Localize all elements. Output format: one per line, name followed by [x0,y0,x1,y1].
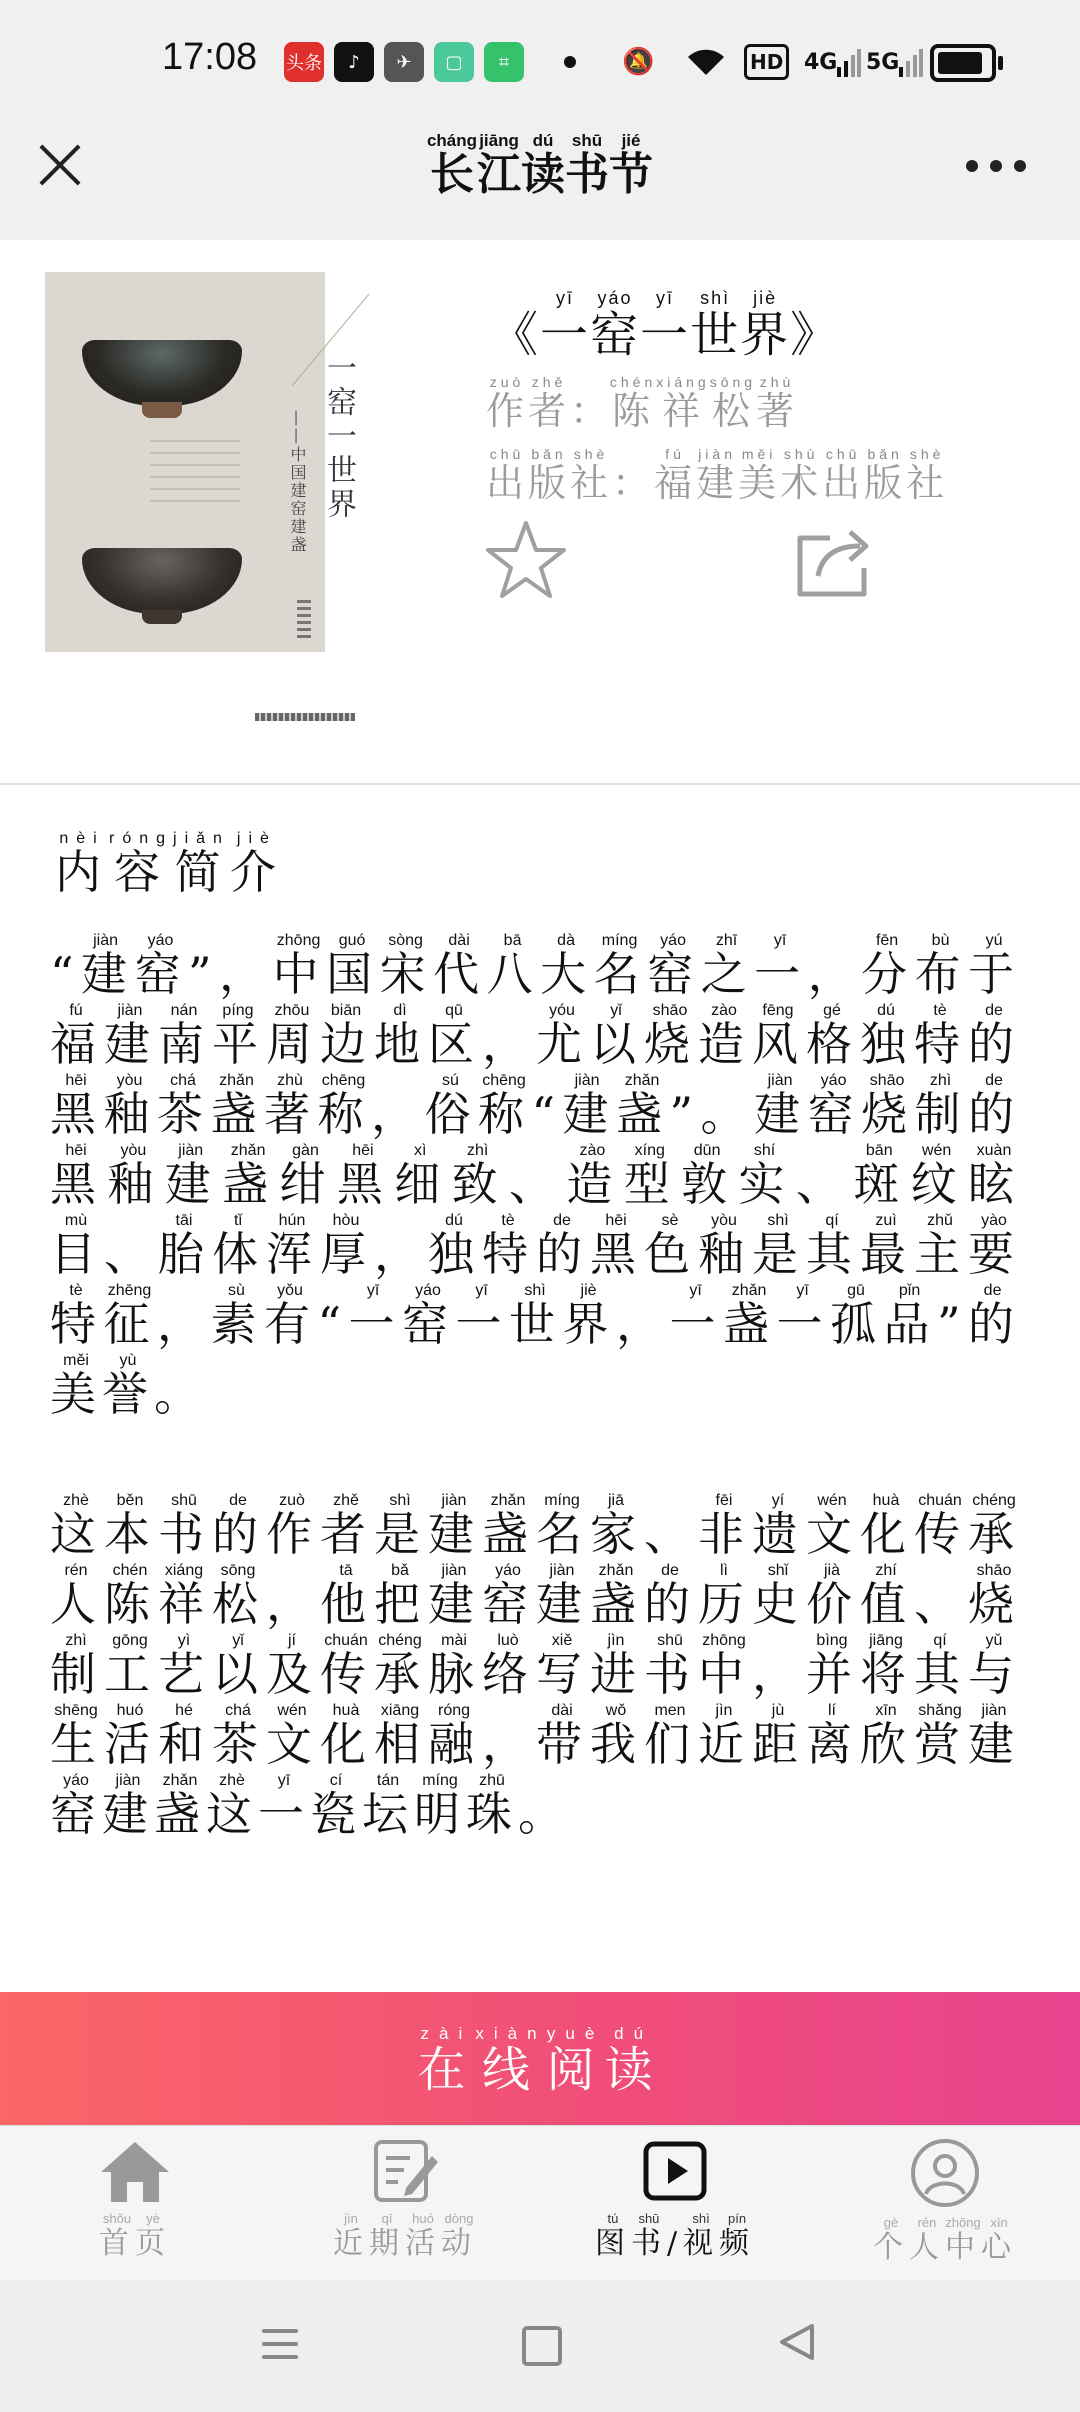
home-icon [97,2138,173,2204]
play-icon [640,2138,710,2204]
notification-dot-icon [564,56,576,68]
book-title: 《一yī窑yáo一yī世shì界jiè》 [490,288,841,363]
tab-profile[interactable] [810,2130,1080,2275]
book-publisher: 出chū版bǎn社shè：福fú建jiàn美měi术shù出chū版bǎn社shè [486,446,949,505]
favorite-star-icon[interactable] [484,518,568,602]
user-icon [908,2138,982,2208]
tab-home[interactable] [0,2130,270,2275]
tab-home-label: 首shǒu页yè [99,2211,171,2261]
recents-menu-icon[interactable] [262,2329,298,2359]
read-online-button[interactable] [0,1992,1080,2125]
toutiao-icon: 头条 [284,42,324,82]
app-green-icon: ▢ [434,42,474,82]
qq-icon: ✈ [384,42,424,82]
tab-books-videos-label: 图tú书shū/视shì频pín [594,2211,756,2261]
intro-heading: 内nèi容róng简jiǎn介jiè [55,830,284,899]
intro-paragraph-1: “建jiàn窑yáo”，中zhōng国guó宋sòng代dài八bā大dà名míng窑yáo之zhī一yī，分fēn布bù于yú福fú建jiàn南nán平píng周zhōu边biān地dì区qū，尤yóu以yǐ烧shāo造zào风fēng格gé独dú特tè的de黑hēi釉yòu茶chá盏zhǎn著zhù称chēng，俗sú称chēng“建jiàn盏zhǎn”。建jiàn窑yáo烧shāo制zhì的de黑hēi釉yòu建jiàn盏zhǎn绀gàn黑hēi细xì致zhì、造zào型xíng敦dūn实shí、斑bān纹wén眩xuàn目mù、胎tāi体tǐ浑hún厚hòu，独dú特tè的de黑hēi色sè釉yòu是shì其qí最zuì主zhǔ要yào特tè征zhēng，素sù有yǒu“一yī窑yáo一yī世shì界jiè，一yī盏zhǎn一yī孤gū品pǐn”的de美měi誉yù。 [50,932,1021,1421]
status-time: 17:08 [162,36,258,78]
battery-icon [930,44,996,82]
signal-4g-icon [804,40,861,84]
app-green2-icon: ⌗ [484,42,524,82]
home-button-icon[interactable] [522,2326,562,2366]
cover-publisher-logo [255,713,355,721]
back-triangle-icon[interactable] [778,2322,818,2366]
hd-voice-icon: HD [744,44,789,80]
cover-subtitle: ——中国建窑建盏 [288,410,307,554]
tiktok-icon: ♪ [334,42,374,82]
book-author: 作zuò者zhě：陈chén祥xiáng松sōng著zhù [486,374,799,433]
cover-title: 一窑一世界 [321,352,356,522]
section-divider [0,783,1080,785]
tab-books-videos[interactable] [540,2130,810,2275]
tab-profile-label: 个gè人rén中zhōng心xīn [873,2215,1017,2265]
edit-note-icon [370,2138,440,2204]
tab-activities[interactable] [270,2130,540,2275]
more-options-icon[interactable] [966,160,1026,174]
signal-5g-label: 5G [866,49,900,75]
status-bar [0,0,1080,125]
page-title: 长cháng江jiāng读dú书shū节jié [426,131,654,200]
read-online-label: 在zài线xiàn阅yuè读dú [417,2024,663,2098]
signal-5g-icon [866,40,923,84]
intro-paragraph-2: 这zhè本běn书shū的de作zuò者zhě是shì建jiàn盏zhǎn名míng家jiā、非fēi遗yí文wén化huà传chuán承chéng人rén陈chén祥xiáng松sōng，他tā把bǎ建jiàn窑yáo建jiàn盏zhǎn的de历lì史shǐ价jià值zhí、烧shāo制zhì工gōng艺yì以yǐ及jí传chuán承chéng脉mài络luò写xiě进jìn书shū中zhōng，并bìng将jiāng其qí与yǔ生shēng活huó和hé茶chá文wén化huà相xiāng融róng，带dài我wǒ们men近jìn距jù离lí欣xīn赏shǎng建jiàn窑yáo建jiàn盏zhǎn这zhè一yī瓷cí坛tán明míng珠zhū。 [50,1492,1020,1841]
wifi-icon [684,40,728,84]
bell-muted-icon: 🔕 [622,47,655,77]
share-icon[interactable] [794,524,874,600]
tab-activities-label: 近jìn期qī活huó动dòng [333,2211,477,2261]
signal-4g-label: 4G [804,49,838,75]
